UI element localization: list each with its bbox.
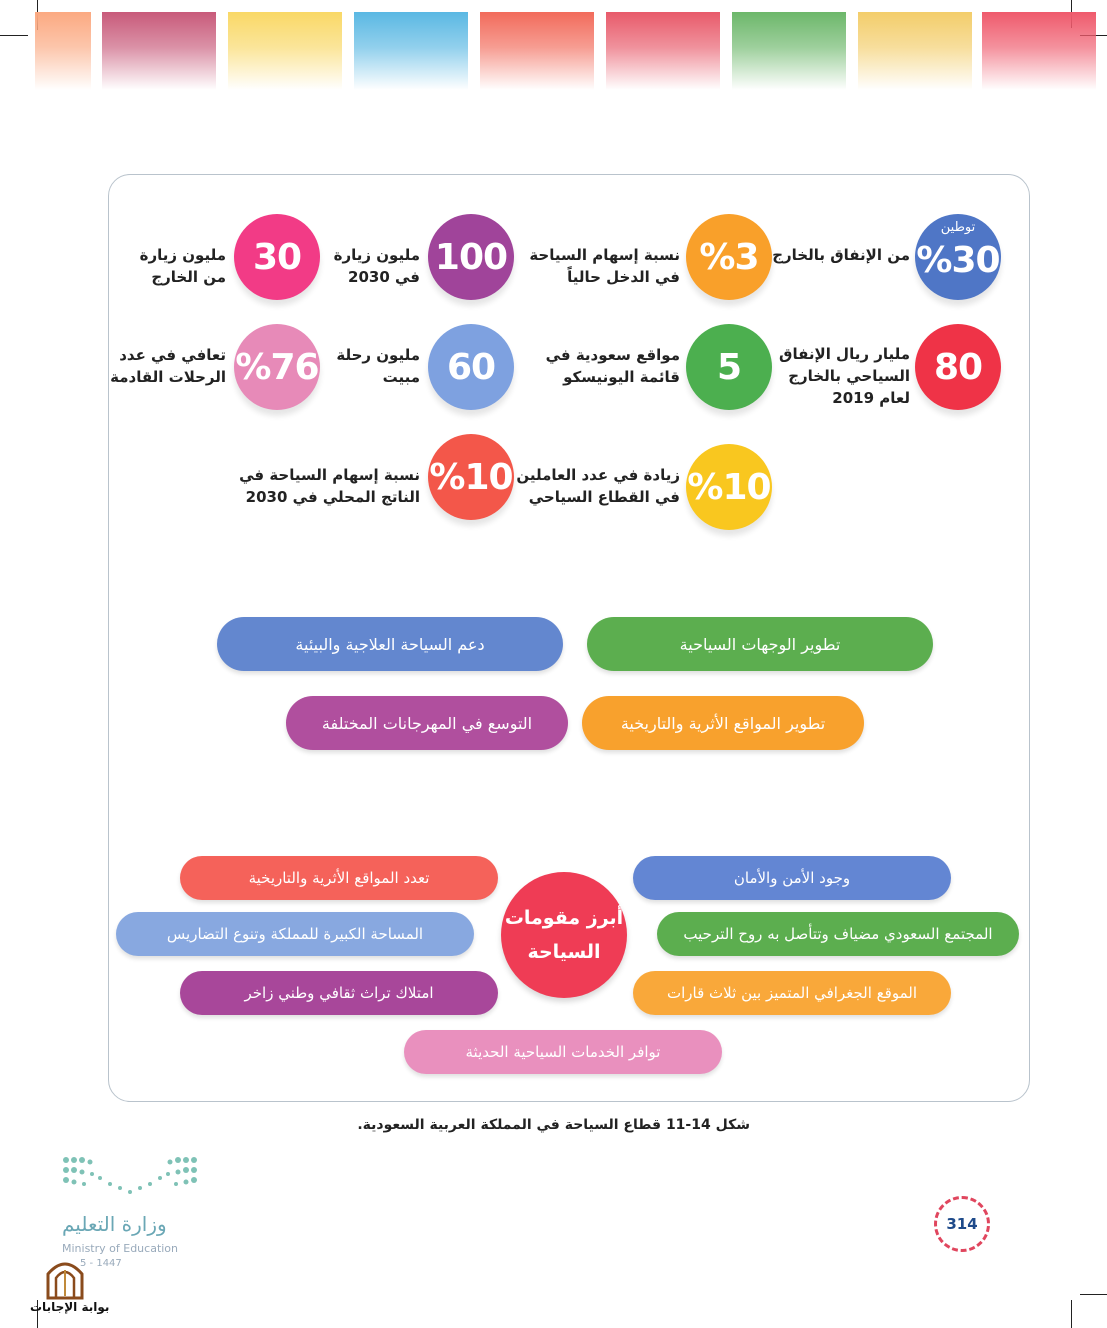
- initiative-label: تطوير الوجهات السياحية: [679, 634, 841, 654]
- stat-text-line: زيادة في عدد العاملين: [516, 466, 680, 484]
- header-color-tab: [858, 12, 972, 90]
- component-label: الموقع الجغرافي المتميز بين ثلاث قارات: [667, 984, 917, 1002]
- initiative-label: تطوير المواقع الأثرية والتاريخية: [620, 713, 826, 733]
- stat-circle: [428, 214, 514, 300]
- header-color-tab: [354, 12, 468, 90]
- initiative-label: دعم السياحة العلاجية والبيئية: [295, 634, 485, 654]
- stat-text-line: الرحلات القادمة: [110, 368, 226, 386]
- initiative-pill: [582, 696, 864, 750]
- component-label: امتلاك تراث ثقافي وطني زاخر: [244, 984, 434, 1002]
- stat-text: [220, 464, 420, 508]
- page-number-badge: [934, 1196, 990, 1252]
- initiative-pill: [217, 617, 563, 671]
- header-color-tab: [732, 12, 846, 90]
- component-pill: [180, 856, 498, 900]
- stat-value: 76: [270, 346, 319, 388]
- stat-text-line: نسبة إسهام السياحة: [529, 246, 680, 264]
- stat-text-line: مليار ريال الإنفاق: [779, 345, 910, 363]
- stat-text-line: قائمة اليونيسكو: [563, 368, 680, 386]
- initiative-pill: [587, 617, 933, 671]
- stat-circle: [234, 324, 320, 410]
- stat-text-line: مليون رحلة: [336, 346, 420, 364]
- stat-circle: [428, 434, 514, 520]
- header-color-tab: [982, 12, 1096, 90]
- stat-text-line: من الإنفاق بالخارج: [772, 246, 910, 264]
- component-pill: [657, 912, 1019, 956]
- stat-value: 10: [464, 456, 513, 498]
- stat-circle: [915, 324, 1001, 410]
- initiative-label: التوسع في المهرجانات المختلفة: [321, 713, 533, 733]
- header-color-tab: [480, 12, 594, 90]
- stat-text-line: مبيت: [382, 368, 420, 386]
- stat-value: 5: [716, 346, 742, 388]
- header-color-tab: [102, 12, 216, 90]
- stat-circle: [686, 324, 772, 410]
- component-label: تعدد المواقع الأثرية والتاريخية: [248, 869, 430, 887]
- stat-text-line: لعام 2019: [832, 389, 910, 407]
- stat-text-line: نسبة إسهام السياحة في: [239, 466, 420, 484]
- stat-text-line: في 2030: [348, 268, 420, 286]
- components-center-circle: [501, 872, 627, 998]
- initiative-pill: [286, 696, 568, 750]
- component-label: المساحة الكبيرة للمملكة وتنوع التضاريس: [166, 925, 424, 943]
- stat-value: 80: [933, 346, 983, 388]
- stat-value: 30: [252, 236, 302, 278]
- site-label: بوابة الإجابات: [30, 1300, 110, 1314]
- page-number: 314: [946, 1215, 978, 1233]
- stat-text-line: السياحي بالخارج: [788, 367, 910, 385]
- stat-prefix: %: [429, 456, 465, 498]
- ministry-name-en: Ministry of Education: [62, 1242, 179, 1255]
- stat-circle: [686, 444, 772, 530]
- stat-text: [26, 244, 226, 288]
- stat-prefix: %: [235, 346, 271, 388]
- stat-text: [26, 344, 226, 388]
- stat-text-line: في الدخل حالياً: [567, 268, 680, 286]
- component-label: توافر الخدمات السياحية الحديثة: [465, 1043, 661, 1061]
- crop-mark: [1071, 1300, 1072, 1328]
- center-line: أبرز مقومات: [504, 907, 624, 929]
- stat-prefix: %: [699, 236, 735, 278]
- stat-text-line: في القطاع السياحي: [528, 488, 680, 506]
- center-line: السياحة: [527, 941, 601, 963]
- ministry-logo-icon: [62, 1154, 198, 1200]
- figure-caption: شكل 14-11 قطاع السياحة في المملكة العربية السعودية.: [357, 1117, 750, 1133]
- header-color-tab: [606, 12, 720, 90]
- site-logo-icon: [44, 1256, 86, 1300]
- stat-value: 60: [446, 346, 496, 388]
- header-color-tab: [35, 12, 91, 90]
- stat-circle: [234, 214, 320, 300]
- stat-text-line: من الخارج: [151, 268, 226, 286]
- stat-value: 100: [434, 236, 508, 278]
- component-pill: [633, 971, 951, 1015]
- stat-circle: [428, 324, 514, 410]
- stat-value: 3: [734, 236, 759, 278]
- stat-text-line: مليون زيارة: [333, 246, 420, 264]
- component-pill: [404, 1030, 722, 1074]
- stat-prefix: %: [916, 239, 952, 281]
- stat-top-label: توطين: [940, 220, 976, 235]
- stat-value: 10: [722, 466, 771, 508]
- stat-text-line: الناتج المحلي في 2030: [245, 488, 420, 506]
- stat-value: 30: [951, 239, 1000, 281]
- stat-text-line: تعافي في عدد: [119, 346, 226, 364]
- component-pill: [116, 912, 474, 956]
- ministry-year: 5 - 1447: [80, 1258, 122, 1269]
- crop-mark: [0, 35, 28, 36]
- component-pill: [633, 856, 951, 900]
- component-label: وجود الأمن والأمان: [733, 869, 851, 887]
- ministry-name-ar: وزارة التعليم: [62, 1212, 167, 1236]
- stat-circle: [915, 214, 1001, 300]
- component-pill: [180, 971, 498, 1015]
- header-color-tab: [228, 12, 342, 90]
- stat-text-line: مواقع سعودية في: [545, 346, 680, 364]
- component-label: المجتمع السعودي مضياف وتتأصل به روح الترحيب: [683, 925, 993, 943]
- crop-mark: [1080, 1294, 1107, 1295]
- stat-circle: [686, 214, 772, 300]
- stat-text-line: مليون زيارة: [139, 246, 226, 264]
- stat-prefix: %: [687, 466, 723, 508]
